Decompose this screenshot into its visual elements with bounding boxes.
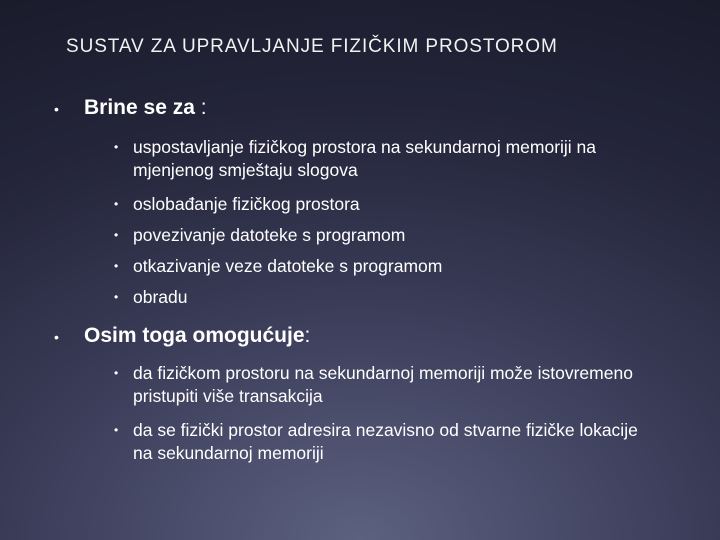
section-1-heading-text (84, 95, 207, 121)
section-2-heading-text (84, 323, 310, 349)
section-1-heading (54, 95, 207, 121)
list-item-text: uspostavljanje fizičkog prostora na sekundarnoj memoriji na mjenjenog smještaju slogova (133, 137, 597, 180)
list-item (114, 193, 674, 216)
list-item-text: otkazivanje veze datoteke s programom (133, 256, 443, 276)
section-2-heading (54, 323, 310, 349)
list-item-text: povezivanje datoteke s programom (133, 225, 406, 245)
section-1-heading-bold: Brine se za (84, 96, 195, 119)
bullet-icon: • (114, 197, 119, 211)
bullet-icon: • (54, 101, 59, 117)
list-item (114, 224, 674, 247)
list-item (114, 286, 674, 309)
list-item-text: da fizičkom prostoru na sekundarnoj memoriji može istovremeno pristupiti više transakcija (133, 363, 633, 406)
list-item (114, 419, 674, 465)
list-item (114, 255, 674, 278)
bullet-icon: • (114, 140, 119, 154)
slide-title: SUSTAV ZA UPRAVLJANJE FIZIČKIM PROSTOROM (66, 36, 558, 57)
list-item (114, 362, 674, 408)
list-item-text: oslobađanje fizičkog prostora (133, 194, 360, 214)
bullet-icon: • (114, 423, 119, 437)
list-item (114, 136, 674, 182)
list-item-text: obradu (133, 287, 188, 307)
bullet-icon: • (114, 259, 119, 273)
section-2-heading-suffix: : (304, 324, 311, 347)
bullet-icon: • (114, 290, 119, 304)
bullet-icon: • (114, 228, 119, 242)
section-2-heading-bold: Osim toga omogućuje (84, 324, 305, 347)
bullet-icon: • (114, 366, 119, 380)
list-item-text: da se fizički prostor adresira nezavisno od stvarne fizičke lokacije na sekundarnoj memoriji (133, 420, 638, 463)
bullet-icon: • (54, 329, 59, 345)
section-1-heading-suffix: : (194, 96, 207, 119)
